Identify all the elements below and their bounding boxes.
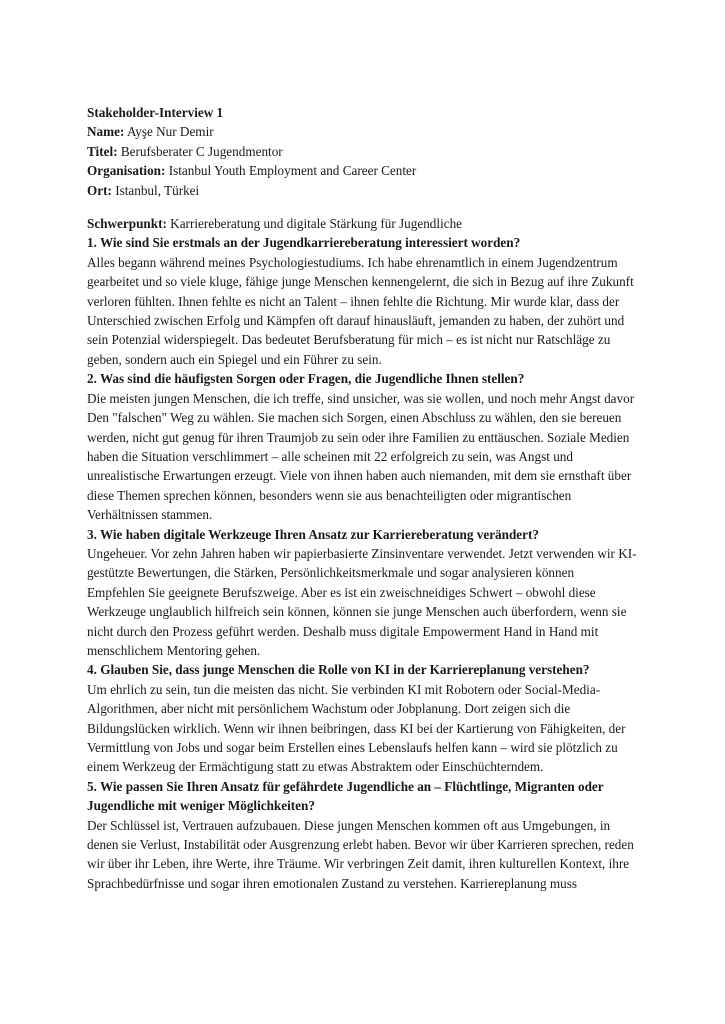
page-title: Stakeholder-Interview 1	[87, 105, 224, 120]
question-heading-5: 5. Wie passen Sie Ihren Ansatz für gefährdete Jugendliche an – Flüchtlinge, Migranten oder Jugendliche mit weniger Möglichkeiten?	[87, 778, 604, 814]
focus-line	[87, 214, 640, 233]
question-heading-4: 4. Glauben Sie, dass junge Menschen die Rolle von KI in der Karriereplanung verstehen?	[87, 662, 590, 678]
meta-line-organisation	[87, 161, 640, 180]
answer-paragraph-5-1: Der Schlüssel ist, Vertrauen aufzubauen. Diese jungen Menschen kommen oft aus Umgebungen, in denen sie Verlust, Instabilität oder Ausgrenzung erlebt haben. Bevor wir über Karrieren sprechen, reden wir über ihr Leben, ihre Werte, ihre Träume. Wir verbringen Zeit damit, ihren kulturellen Kontext, ihre Sprachbedürfnisse und sogar ihren emotionalen Zustand zu verstehen. Karriereplanung muss	[87, 817, 634, 891]
question-heading-1: 1. Wie sind Sie erstmals an der Jugendkarriereberatung interessiert worden?	[87, 235, 521, 251]
meta-value-organisation: Istanbul Youth Employment and Career Center	[168, 163, 417, 179]
qa-item-3	[87, 525, 640, 661]
interview-header	[87, 103, 640, 200]
answer-paragraph-4-1: Um ehrlich zu sein, tun die meisten das nicht. Sie verbinden KI mit Robotern oder Social-Media-Algorithmen, aber nicht mit persönlichem Wachstum oder Jobplanung. Dort zeigen sich die Bildungslücken wirklich. Wenn wir ihnen beibringen, dass KI bei der Kartierung von Fähigkeiten, der Vermittlung von Jobs und sogar beim Erstellen eines Lebenslaufs helfen kann – wird sie plötzlich zu einem Werkzeug der Ermächtigung statt zu etwas Abstraktem oder Einschüchterndem.	[87, 681, 626, 775]
answer-paragraph-2-2: Den "falschen" Weg zu wählen. Sie machen sich Sorgen, einen Abschluss zu wählen, den sie bereuen werden, nicht gut genug für ihren Traumjob zu sein oder ihre Familien zu enttäuschen. Soziale Medien haben die Situation verschlimmert – alle scheinen mit 22 erfolgreich zu sein, was Angst und unrealistische Erwartungen erzeugt. Viele von ihnen haben auch niemanden, mit dem sie ernsthaft über diese Themen sprechen können, besonders wenn sie aus benachteiligten oder migrantischen Verhältnissen stammen.	[87, 410, 632, 523]
answer-paragraph-2-1: Die meisten jungen Menschen, die ich treffe, sind unsicher, was sie wollen, und noch mehr Angst davor	[87, 390, 635, 406]
question-heading-2: 2. Was sind die häufigsten Sorgen oder Fragen, die Jugendliche Ihnen stellen?	[87, 371, 525, 387]
meta-line-title	[87, 142, 640, 161]
qa-item-5	[87, 777, 640, 893]
qa-item-2	[87, 369, 640, 524]
document-body	[87, 103, 640, 893]
meta-label-location: Ort:	[87, 182, 112, 198]
focus-label: Schwerpunkt:	[87, 216, 167, 232]
meta-value-location: Istanbul, Türkei	[115, 182, 200, 198]
answer-paragraph-3-1: Ungeheuer. Vor zehn Jahren haben wir papierbasierte Zinsinventare verwendet. Jetzt verwenden wir KI-gestützte Bewertungen, die Stärken, Persönlichkeitsmerkmale und sogar analysieren können	[87, 545, 637, 581]
question-heading-3: 3. Wie haben digitale Werkzeuge Ihren Ansatz zur Karriereberatung verändert?	[87, 526, 540, 542]
meta-value-title: Berufsberater C Jugendmentor	[120, 143, 283, 159]
focus-value: Karriereberatung und digitale Stärkung für Jugendliche	[170, 216, 463, 232]
meta-label-organisation: Organisation:	[87, 163, 166, 179]
qa-item-4	[87, 660, 640, 776]
meta-line-name	[87, 122, 640, 141]
meta-label-name: Name:	[87, 124, 125, 140]
qa-item-1	[87, 233, 640, 369]
answer-paragraph-1-1: Alles begann während meines Psychologiestudiums. Ich habe ehrenamtlich in einem Jugendzentrum gearbeitet und so viele kluge, fähige junge Menschen kennengelernt, die sich in Bezug auf ihre Zukunft verloren fühlten. Ihnen fehlte es nicht an Talent – ihnen fehlte die Richtung. Mir wurde klar, dass der Unterschied zwischen Erfolg und Kämpfen oft darauf hinausläuft, jemanden zu haben, der zuhört und sein Potenzial widerspiegelt. Das bedeutet Berufsberatung für mich – es ist nicht nur Ratschläge zu geben, sondern auch ein Spiegel und ein Führer zu sein.	[87, 254, 634, 367]
meta-label-title: Titel:	[87, 143, 118, 159]
meta-line-location	[87, 181, 640, 200]
answer-paragraph-3-2: Empfehlen Sie geeignete Berufszweige. Aber es ist ein zweischneidiges Schwert – obwohl diese Werkzeuge unglaublich hilfreich sein können, können sie junge Menschen auch überfordern, wenn sie nicht durch den Prozess geführt werden. Deshalb muss digitale Empowerment Hand in Hand mit menschlichem Mentoring gehen.	[87, 584, 627, 658]
meta-value-name: Ayşe Nur Demir	[126, 124, 214, 140]
